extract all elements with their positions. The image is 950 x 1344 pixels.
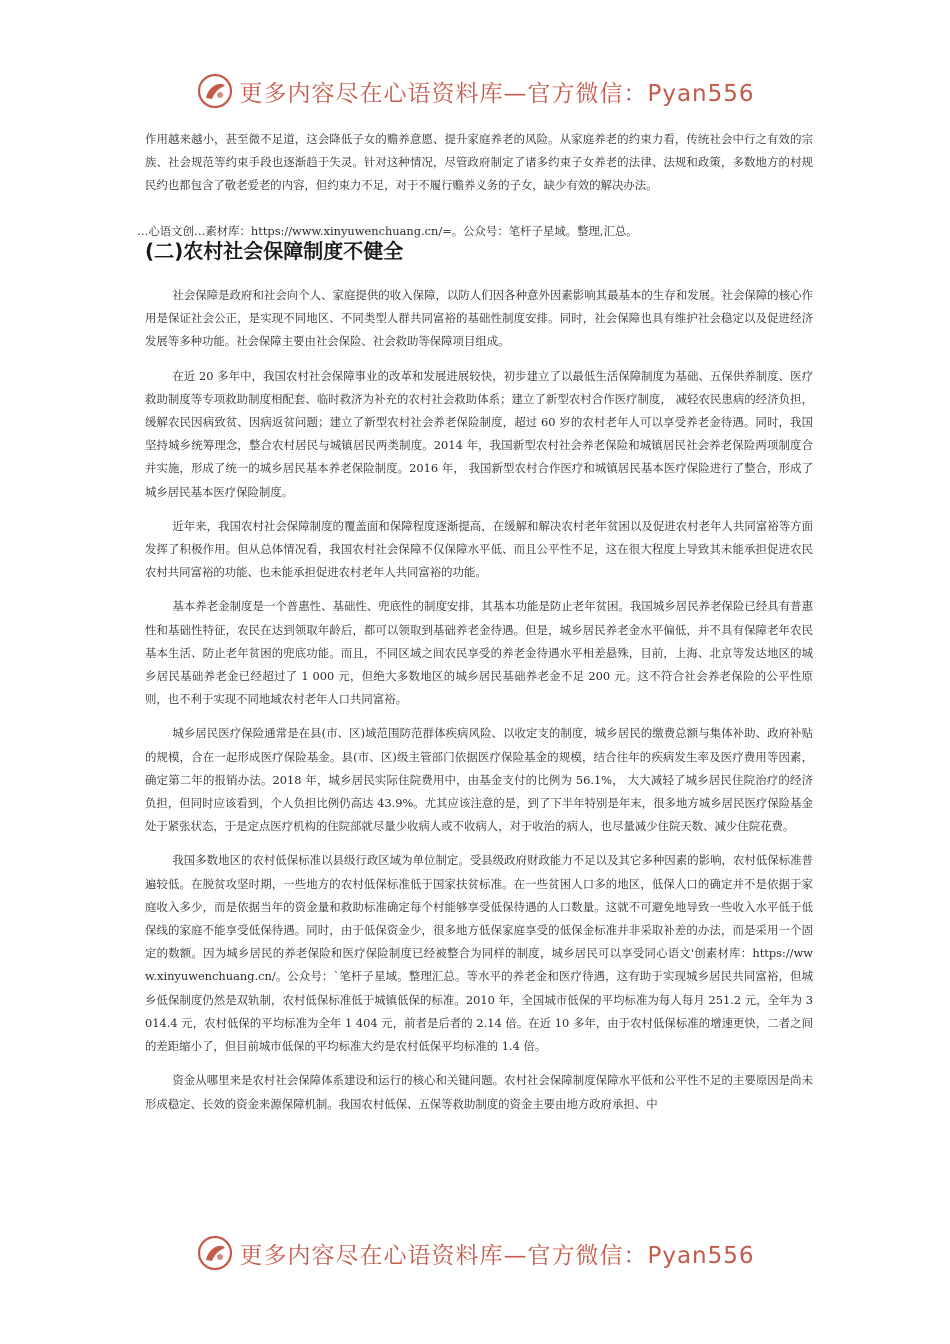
paragraph-7: 资金从哪里来是农村社会保障体系建设和运行的核心和关键问题。农村社会保障制度保障水平低和公平性不足的主要原因是尚未形成稳定、长效的资金来源保障机制。我国农村低保、五保等救助制度的资金主要由地方政府承担、中 — [145, 1073, 813, 1111]
banner-text: 更多内容尽在心语资料库—官方微信：Pyan556 — [239, 1242, 755, 1269]
footer-watermark-banner — [0, 1228, 950, 1278]
paragraph-6: 我国多数地区的农村低保标准以县级行政区域为单位制定。受县级政府财政能力不足以及其它多种因素的影响，农村低保标准普遍较低。在脱贫攻坚时期，一些地方的农村低保标准低于国家扶贫标准。在一些贫困人口多的地区，低保人口的确定并不是依据于家庭收入多少，而是依据当年的资金量和救助标准确定每个村能够享受低保待遇的人口数量。这就不可避免地导致一些收入水平低于低保线的家庭不能享受低保待遇。同时，由于低保资金少，很多地方低保家庭享受的低保金标准并非采取补差的办法，而是采用一个固定的数额。因为城乡居民的养老保险和医疗保险制度已经被整合为同样的制度，城乡居民可以享受同心语文'创素材库：https://www.xinyuwenchuang.cn/。公众号：`笔杆子星域。整理汇总。等水平的养老金和医疗待遇，这有助于实现城乡居民共同富裕，但城乡低保制度仍然是双轨制，农村低保标准低于城镇低保的标准。2010 年，全国城市低保的平均标准为每人每月 251.2 元，全年为 3 014.4 元，农村低保的平均标准为全年 1 404 元，前者是后者的 2.14 倍。在近 10 多年，由于农村低保标准的增速更快，二者之间的差距缩小了，但目前城市低保的平均标准大约是农村低保平均标准的 1.4 倍。 — [145, 853, 813, 1054]
section-heading: (二)农村社会保障制度不健全 — [145, 239, 404, 263]
section-body — [145, 284, 813, 1127]
brand-logo-icon — [195, 71, 235, 111]
paragraph-4: 基本养老金制度是一个普惠性、基础性、兜底性的制度安排，其基本功能是防止老年贫困。我国城乡居民养老保险已经具有普惠性和基础性特征，农民在达到领取年龄后，都可以领取到基础养老金待遇。但是，城乡居民养老金水平偏低，并不具有保障老年农民基本生活、防止老年贫困的兜底功能。而且，不同区域之间农民享受的养老金待遇水平相差悬殊，目前，上海、北京等发达地区的城乡居民基础养老金已经超过了 1 000 元，但绝大多数地区的城乡居民基础养老金不足 200 元。这不符合社会养老保险的公平性原则，也不利于实现不同地域农村老年人口共同富裕。 — [145, 599, 813, 707]
source-note: …心语文创…素材库：https://www.xinyuwenchuang.cn/=。公众号：笔杆子星域。整理,汇总。 — [137, 224, 638, 238]
intro-block — [145, 128, 813, 209]
paragraph-3: 近年来，我国农村社会保障制度的覆盖面和保障程度逐渐提高，在缓解和解决农村老年贫困以及促进农村老年人共同富裕等方面发挥了积极作用。但从总体情况看，我国农村社会保障不仅保障水平低、而且公平性不足，这在很大程度上导致其未能承担促进农民农村共同富裕的功能、也未能承担促进农村老年人共同富裕的功能。 — [145, 518, 813, 580]
paragraph-1: 社会保障是政府和社会向个人、家庭提供的收入保障，以防人们因各种意外因素影响其最基本的生存和发展。社会保障的核心作用是保证社会公正，是实现不同地区、不同类型人群共同富裕的基础性制度安排。同时，社会保障也具有维护社会稳定以及促进经济发展等多种功能。社会保障主要由社会保险、社会救助等保障项目组成。 — [145, 288, 813, 349]
header-watermark-banner — [0, 66, 950, 116]
paragraph-5: 城乡居民医疗保险通常是在县(市、区)域范围防范群体疾病风险、以收定支的制度，城乡居民的缴费总额与集体补助、政府补贴的规模，合在一起形成医疗保险基金。县(市、区)级主管部门依据医疗保险基金的规模，结合往年的疾病发生率及医疗费用等因素，确定第二年的报销办法。2018 年，城乡居民实际住院费用中，由基金支付的比例为 56.1%， 大大减轻了城乡居民住院治疗的经济负担，但同时应该看到，个人负担比例仍高达 43.9%。尤其应该注意的是，到了下半年特别是年末，很多地方城乡居民医疗保险基金处于紧张状态，于是定点医疗机构的住院部就尽量少收病人或不收病人，对于收治的病人，也尽量减少住院天数、减少住院花费。 — [145, 726, 813, 834]
brand-logo-icon — [195, 1233, 235, 1273]
intro-paragraph: 作用越来越小，甚至微不足道，这会降低子女的赡养意愿、提升家庭养老的风险。从家庭养老的约束力看，传统社会中行之有效的宗族、社会规范等约束手段也逐渐趋于失灵。针对这种情况，尽管政府制定了诸多约束子女养老的法律、法规和政策，多数地方的村规民约也都包含了敬老爱老的内容，但约束力不足，对于不履行赡养义务的子女，缺少有效的解决办法。 — [145, 132, 813, 193]
paragraph-2: 在近 20 多年中，我国农村社会保障事业的改革和发展进展较快，初步建立了以最低生活保障制度为基础、五保供养制度、医疗救助制度等专项救助制度相配套、临时救济为补充的农村社会救助体系；建立了新型农村合作医疗制度， 减轻农民患病的经济负担，缓解农民因病致贫、因病返贫问题；建立了新型农村社会养老保险制度，超过 60 岁的农村老年人可以享受养老金待遇。同时，我国坚持城乡统筹理念，整合农村居民与城镇居民两类制度。2014 年，我国新型农村社会养老保险和城镇居民社会养老保险两项制度合并实施，形成了统一的城乡居民基本养老保险制度。2016 年， 我国新型农村合作医疗和城镇居民基本医疗保险进行了整合，形成了城乡居民基本医疗保险制度。 — [145, 368, 813, 499]
banner-text: 更多内容尽在心语资料库—官方微信：Pyan556 — [239, 80, 755, 107]
